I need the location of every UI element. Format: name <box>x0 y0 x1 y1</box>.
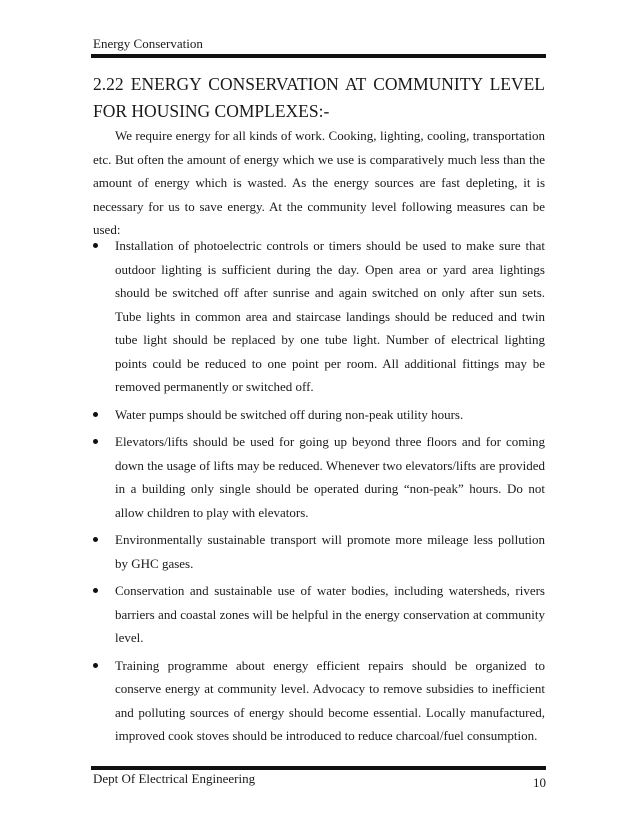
list-item <box>93 403 545 427</box>
footer-department: Dept Of Electrical Engineering <box>93 771 256 786</box>
list-item-text: Environmentally sustainable transport will promote more mileage less pollution by GHC gases. <box>115 532 545 571</box>
list-item <box>93 654 545 748</box>
bullet-icon <box>93 412 98 417</box>
intro-paragraph: We require energy for all kinds of work. Cooking, lighting, cooling, transportation etc. But often the amount of energy which we use is comparatively much less than the amount of energy which is wasted. As the energy sources are fast depleting, it is necessary for us to save energy. At the community level following measures can be used: <box>93 128 545 237</box>
list-item-text: Elevators/lifts should be used for going up beyond three floors and for coming down the usage of lifts may be reduced. Whenever two elevators/lifts are provided in a building only single should be operated during “non-peak” hours. Do not allow children to play with elevators. <box>115 434 545 520</box>
measures-list <box>93 234 545 752</box>
section-heading-line-1: 2.22 ENERGY CONSERVATION AT COMMUNITY LEVEL <box>93 74 545 94</box>
list-item <box>93 430 545 524</box>
bullet-icon <box>93 243 98 248</box>
section-heading <box>93 71 545 125</box>
list-item-text: Conservation and sustainable use of water bodies, including watersheds, rivers barriers and coastal zones will be helpful in the energy conservation at community level. <box>115 583 545 645</box>
list-item <box>93 579 545 650</box>
header-rule <box>91 54 546 58</box>
bullet-icon <box>93 588 98 593</box>
footer-rule <box>91 766 546 770</box>
list-item-text: Training programme about energy efficient repairs should be organized to conserve energy at community level. Advocacy to remove subsidies to inefficient and polluting sources of energy should become essential. Locally manufactured, improved cook stoves should be introduced to reduce charcoal/fuel consumption. <box>115 657 545 743</box>
section-heading-line-2: FOR HOUSING COMPLEXES:- <box>93 101 330 121</box>
bullet-icon <box>93 439 98 444</box>
list-item-text: Water pumps should be switched off during non-peak utility hours. <box>115 406 464 422</box>
page-number: 10 <box>533 775 546 790</box>
list-item <box>93 234 545 399</box>
running-header: Energy Conservation <box>93 36 203 51</box>
list-item <box>93 528 545 575</box>
list-item-text: Installation of photoelectric controls or timers should be used to make sure that outdoor lighting is sufficient during the day. Open area or yard area lightings should be switched off after sunrise and again switched on only after sun sets. Tube lights in common area and staircase landings should be reduced and twin tube light should be replaced by one tube light. Number of electrical lighting points could be reduced to one point per room. All additional fittings may be removed permanently or switched off. <box>115 238 545 394</box>
bullet-icon <box>93 663 98 668</box>
bullet-icon <box>93 537 98 542</box>
